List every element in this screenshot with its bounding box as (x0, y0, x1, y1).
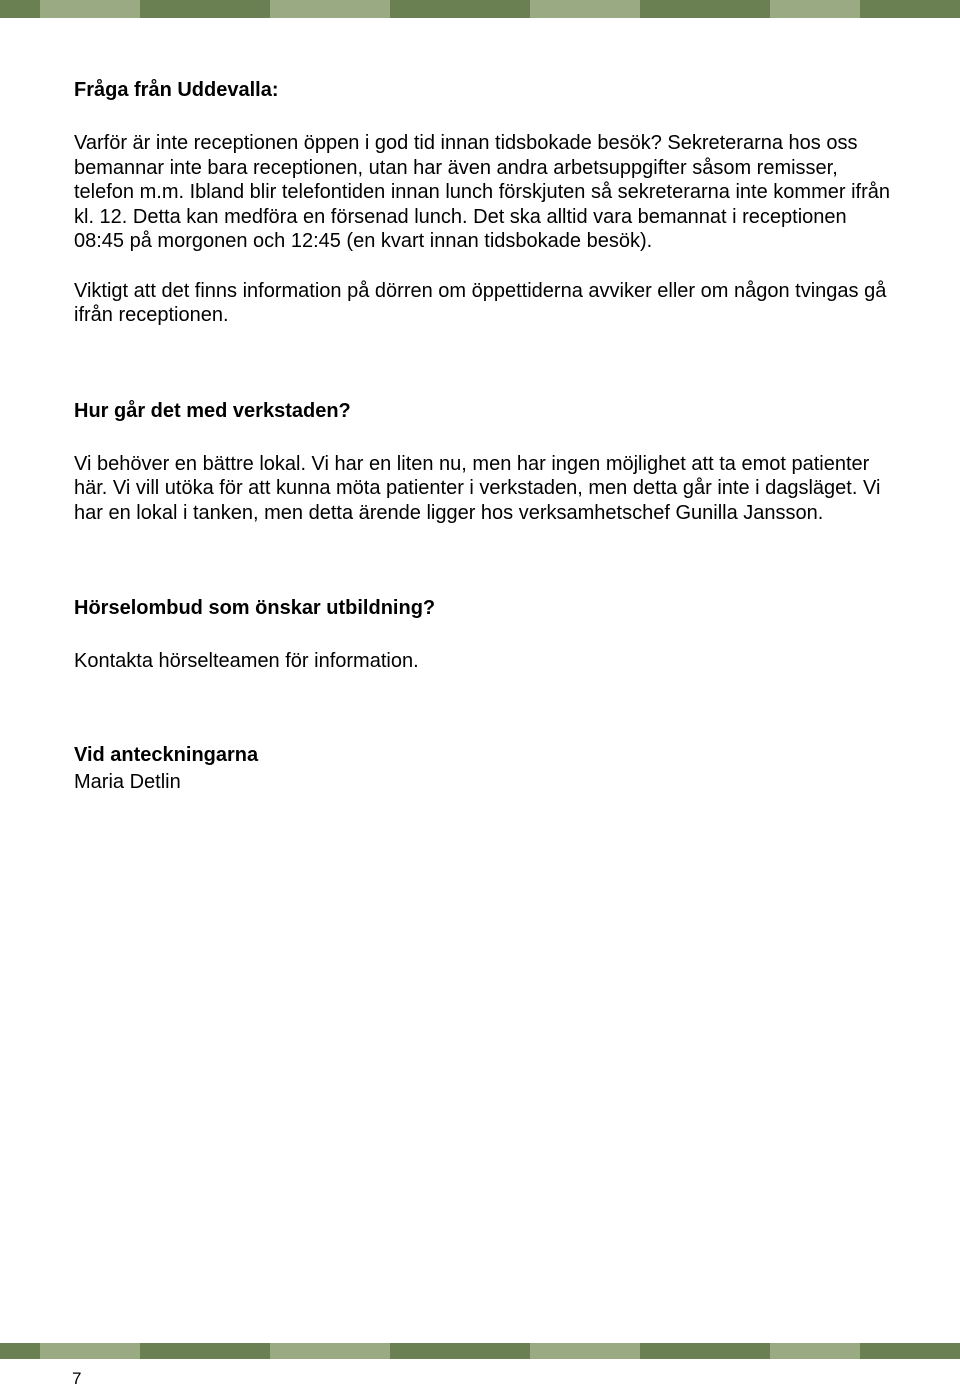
question-heading-workshop: Hur går det med verkstaden? (74, 399, 351, 422)
page-number: 7 (72, 1369, 82, 1388)
question-heading-training: Hörselombud som önskar utbildning? (74, 597, 436, 619)
answer-paragraph-training: Kontakta hörselteamen för information. (74, 650, 419, 672)
footer-decorative-band (0, 1343, 960, 1359)
answer-paragraph-workshop: Vi behöver en bättre lokal. Vi har en liten nu, men har ingen möjlighet att ta emot patienter här. Vi vill utöka för att kunna möta patienter i verkstaden, men detta går inte i dagsläget. Vi har en lokal i tanken, men detta ärende ligger hos verksamhetschef Gunilla Jansson. (74, 452, 881, 524)
question-heading-uddevalla: Fråga från Uddevalla: (74, 79, 279, 101)
answer-paragraph-door-info: Viktigt att det finns information på dörren om öppettiderna avviker eller om någon tvingas gå ifrån receptionen. (74, 279, 887, 326)
notes-author: Maria Detlin (74, 770, 181, 793)
notes-heading: Vid anteckningarna (74, 743, 259, 766)
document-body (74, 77, 894, 794)
header-decorative-band (0, 0, 960, 18)
answer-paragraph-reception: Varför är inte receptionen öppen i god tid innan tidsbokade besök? Sekreterarna hos oss bemannar inte bara receptionen, utan har även andra arbetsuppgifter såsom remisser, telefon m.m. Ibland blir telefontiden innan lunch förskjuten så sekreterarna inte kommer ifrån kl. 12. Detta kan medföra en försenad lunch. Det ska alltid vara bemannat i receptionen 08:45 på morgonen och 12:45 (en kvart innan tidsbokade besök). (74, 132, 890, 252)
